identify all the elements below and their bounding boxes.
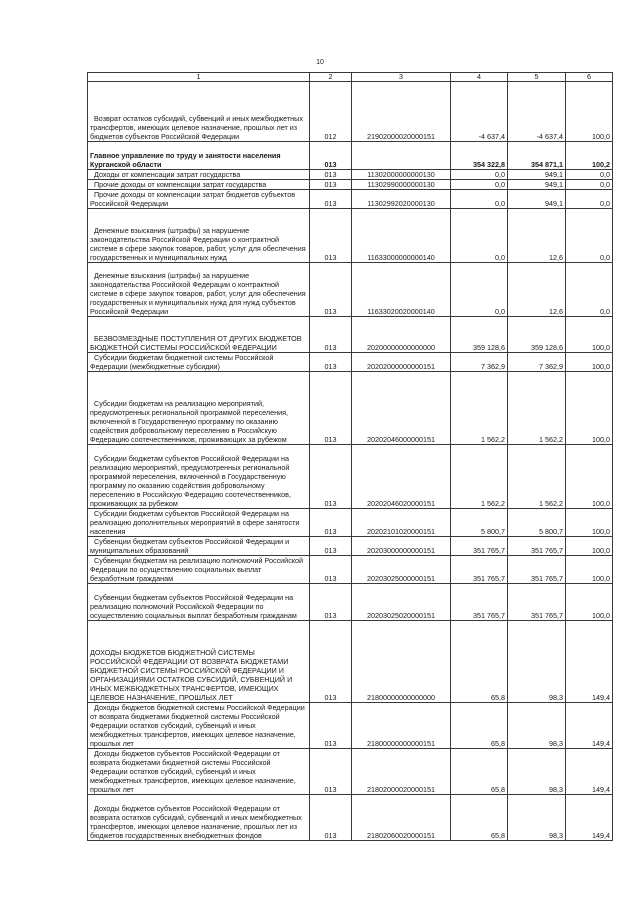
table-row xyxy=(88,82,613,142)
budget-classification-code-cell: 20200000000000000 xyxy=(352,317,451,353)
revenue-name-cell: Доходы бюджетов субъектов Российской Федерации от возврата бюджетами бюджетной системы Российской Федерации остатков субсидий, субвенций и иных межбюджетных трансфертов, имеющих целевое назначение, прошлых лет xyxy=(88,749,310,795)
budget-classification-code-cell: 21800000000000000 xyxy=(352,621,451,703)
execution-percent-cell: 0,0 xyxy=(566,180,613,190)
planned-amount-cell: 65,8 xyxy=(451,703,508,749)
revenue-name-cell: Субсидии бюджетам субъектов Российской Федерации на реализацию мероприятий, предусмотренных региональной программой переселения, включенной в Государственную программу по оказанию содействия добровольному переселению в Российскую Федерацию соотечественников, проживающих за рубежом xyxy=(88,445,310,509)
planned-amount-cell: 351 765,7 xyxy=(451,537,508,556)
admin-code-cell: 013 xyxy=(310,509,352,537)
actual-amount-cell: 12,6 xyxy=(508,263,566,317)
table-row xyxy=(88,372,613,445)
table-header-row xyxy=(88,73,613,82)
admin-code-cell: 013 xyxy=(310,584,352,621)
actual-amount-cell: 98,3 xyxy=(508,621,566,703)
table-row xyxy=(88,180,613,190)
admin-code-cell: 013 xyxy=(310,372,352,445)
execution-percent-cell: 100,0 xyxy=(566,372,613,445)
revenue-name-cell: Субсидии бюджетам бюджетной системы Российской Федерации (межбюджетные субсидии) xyxy=(88,353,310,372)
budget-classification-code-cell: 11302990000000130 xyxy=(352,180,451,190)
budget-classification-code-cell: 21802060020000151 xyxy=(352,795,451,841)
budget-classification-code-cell: 20202046000000151 xyxy=(352,372,451,445)
budget-classification-code-cell: 20202000000000151 xyxy=(352,353,451,372)
admin-code-cell: 013 xyxy=(310,537,352,556)
actual-amount-cell: 354 871,1 xyxy=(508,142,566,170)
execution-percent-cell: 149,4 xyxy=(566,621,613,703)
table-row xyxy=(88,209,613,263)
actual-amount-cell: 12,6 xyxy=(508,209,566,263)
actual-amount-cell: -4 637,4 xyxy=(508,82,566,142)
column-header: 3 xyxy=(352,73,451,82)
revenue-name-cell: Субсидии бюджетам субъектов Российской Федерации на реализацию дополнительных мероприятий в сфере занятости населения xyxy=(88,509,310,537)
actual-amount-cell: 351 765,7 xyxy=(508,556,566,584)
actual-amount-cell: 351 765,7 xyxy=(508,584,566,621)
column-header: 1 xyxy=(88,73,310,82)
column-header: 2 xyxy=(310,73,352,82)
admin-code-cell: 013 xyxy=(310,317,352,353)
table-row xyxy=(88,142,613,170)
admin-code-cell: 013 xyxy=(310,142,352,170)
revenue-name-cell: Прочие доходы от компенсации затрат государства xyxy=(88,180,310,190)
budget-revenue-table xyxy=(87,72,613,841)
revenue-name-cell: Возврат остатков субсидий, субвенций и иных межбюджетных трансфертов, имеющих целевое назначение, прошлых лет из бюджетов субъектов Российской Федерации xyxy=(88,82,310,142)
planned-amount-cell: 5 800,7 xyxy=(451,509,508,537)
planned-amount-cell: 0,0 xyxy=(451,180,508,190)
execution-percent-cell: 0,0 xyxy=(566,209,613,263)
actual-amount-cell: 7 362,9 xyxy=(508,353,566,372)
execution-percent-cell: 100,0 xyxy=(566,317,613,353)
actual-amount-cell: 98,3 xyxy=(508,703,566,749)
revenue-name-cell: БЕЗВОЗМЕЗДНЫЕ ПОСТУПЛЕНИЯ ОТ ДРУГИХ БЮДЖЕТОВ БЮДЖЕТНОЙ СИСТЕМЫ РОССИЙСКОЙ ФЕДЕРАЦИИ xyxy=(88,317,310,353)
planned-amount-cell: 65,8 xyxy=(451,621,508,703)
actual-amount-cell: 98,3 xyxy=(508,749,566,795)
revenue-name-cell: Доходы от компенсации затрат государства xyxy=(88,170,310,180)
actual-amount-cell: 98,3 xyxy=(508,795,566,841)
budget-classification-code-cell: 11302992020000130 xyxy=(352,190,451,209)
admin-code-cell: 013 xyxy=(310,180,352,190)
admin-code-cell: 013 xyxy=(310,190,352,209)
table-row xyxy=(88,703,613,749)
page-number: 10 xyxy=(316,59,324,66)
budget-classification-code-cell: 21902000020000151 xyxy=(352,82,451,142)
revenue-name-cell: Денежные взыскания (штрафы) за нарушение законодательства Российской Федерации о контрактной системе в сфере закупок товаров, работ, услуг для обеспечения государственных и муниципальных нужд для нужд субъектов Российской Федерации xyxy=(88,263,310,317)
budget-classification-code-cell: 11633020020000140 xyxy=(352,263,451,317)
planned-amount-cell: 0,0 xyxy=(451,170,508,180)
planned-amount-cell: 351 765,7 xyxy=(451,584,508,621)
admin-code-cell: 013 xyxy=(310,170,352,180)
revenue-name-cell: Субвенции бюджетам субъектов Российской Федерации на реализацию полномочий Российской Федерации по осуществлению социальных выплат безработным гражданам xyxy=(88,584,310,621)
admin-code-cell: 012 xyxy=(310,82,352,142)
actual-amount-cell: 5 800,7 xyxy=(508,509,566,537)
admin-code-cell: 013 xyxy=(310,621,352,703)
planned-amount-cell: 0,0 xyxy=(451,263,508,317)
admin-code-cell: 013 xyxy=(310,445,352,509)
execution-percent-cell: 0,0 xyxy=(566,190,613,209)
table-row xyxy=(88,749,613,795)
admin-code-cell: 013 xyxy=(310,209,352,263)
actual-amount-cell: 351 765,7 xyxy=(508,537,566,556)
execution-percent-cell: 149,4 xyxy=(566,795,613,841)
actual-amount-cell: 359 128,6 xyxy=(508,317,566,353)
planned-amount-cell: 0,0 xyxy=(451,209,508,263)
execution-percent-cell: 100,2 xyxy=(566,142,613,170)
table-row xyxy=(88,509,613,537)
table-row xyxy=(88,445,613,509)
column-header: 6 xyxy=(566,73,613,82)
budget-classification-code-cell: 20202046020000151 xyxy=(352,445,451,509)
execution-percent-cell: 149,4 xyxy=(566,749,613,795)
execution-percent-cell: 100,0 xyxy=(566,509,613,537)
actual-amount-cell: 1 562,2 xyxy=(508,445,566,509)
execution-percent-cell: 100,0 xyxy=(566,82,613,142)
table-row xyxy=(88,621,613,703)
admin-code-cell: 013 xyxy=(310,353,352,372)
budget-classification-code-cell: 20203000000000151 xyxy=(352,537,451,556)
revenue-name-cell: Субвенции бюджетам на реализацию полномочий Российской Федерации по осуществлению социальных выплат безработным гражданам xyxy=(88,556,310,584)
revenue-name-cell: Субсидии бюджетам на реализацию мероприятий, предусмотренных региональной программой переселения, включенной в Государственную программу по оказанию содействия добровольному переселению в Российскую Федерацию соотечественников, проживающих за рубежом xyxy=(88,372,310,445)
revenue-name-cell: Доходы бюджетов субъектов Российской Федерации от возврата остатков субсидий, субвенций и иных межбюджетных трансфертов, имеющих целевое назначение, прошлых лет из бюджетов государственных внебюджетных фондов xyxy=(88,795,310,841)
execution-percent-cell: 100,0 xyxy=(566,584,613,621)
table-row xyxy=(88,556,613,584)
planned-amount-cell: 1 562,2 xyxy=(451,445,508,509)
budget-classification-code-cell: 21802000020000151 xyxy=(352,749,451,795)
actual-amount-cell: 1 562,2 xyxy=(508,372,566,445)
planned-amount-cell: 1 562,2 xyxy=(451,372,508,445)
planned-amount-cell: 354 322,8 xyxy=(451,142,508,170)
table-row xyxy=(88,263,613,317)
execution-percent-cell: 100,0 xyxy=(566,556,613,584)
revenue-name-cell: Прочие доходы от компенсации затрат бюджетов субъектов Российской Федерации xyxy=(88,190,310,209)
planned-amount-cell: 65,8 xyxy=(451,749,508,795)
actual-amount-cell: 949,1 xyxy=(508,170,566,180)
budget-classification-code-cell: 20203025020000151 xyxy=(352,584,451,621)
planned-amount-cell: 0,0 xyxy=(451,190,508,209)
budget-classification-code-cell xyxy=(352,142,451,170)
revenue-name-cell: ДОХОДЫ БЮДЖЕТОВ БЮДЖЕТНОЙ СИСТЕМЫ РОССИЙСКОЙ ФЕДЕРАЦИИ ОТ ВОЗВРАТА БЮДЖЕТАМИ БЮДЖЕТНОЙ СИСТЕМЫ РОССИЙСКОЙ ФЕДЕРАЦИИ И ОРГАНИЗАЦИЯМИ ОСТАТКОВ СУБСИДИЙ, СУБВЕНЦИЙ И ИНЫХ МЕЖБЮДЖЕТНЫХ ТРАНСФЕРТОВ, ИМЕЮЩИХ ЦЕЛЕВОЕ НАЗНАЧЕНИЕ, ПРОШЛЫХ ЛЕТ xyxy=(88,621,310,703)
execution-percent-cell: 100,0 xyxy=(566,445,613,509)
execution-percent-cell: 100,0 xyxy=(566,537,613,556)
table-row xyxy=(88,537,613,556)
table-row xyxy=(88,170,613,180)
table-row xyxy=(88,353,613,372)
planned-amount-cell: -4 637,4 xyxy=(451,82,508,142)
admin-code-cell: 013 xyxy=(310,703,352,749)
table-row xyxy=(88,584,613,621)
budget-classification-code-cell: 11633000000000140 xyxy=(352,209,451,263)
budget-classification-code-cell: 20202101020000151 xyxy=(352,509,451,537)
budget-classification-code-cell: 21800000000000151 xyxy=(352,703,451,749)
execution-percent-cell: 149,4 xyxy=(566,703,613,749)
planned-amount-cell: 65,8 xyxy=(451,795,508,841)
revenue-name-cell: Главное управление по труду и занятости населения Курганской области xyxy=(88,142,310,170)
actual-amount-cell: 949,1 xyxy=(508,180,566,190)
revenue-name-cell: Субвенции бюджетам субъектов Российской Федерации и муниципальных образований xyxy=(88,537,310,556)
table-row xyxy=(88,190,613,209)
table-row xyxy=(88,317,613,353)
budget-classification-code-cell: 20203025000000151 xyxy=(352,556,451,584)
planned-amount-cell: 7 362,9 xyxy=(451,353,508,372)
execution-percent-cell: 0,0 xyxy=(566,263,613,317)
planned-amount-cell: 351 765,7 xyxy=(451,556,508,584)
admin-code-cell: 013 xyxy=(310,795,352,841)
column-header: 4 xyxy=(451,73,508,82)
execution-percent-cell: 0,0 xyxy=(566,170,613,180)
column-header: 5 xyxy=(508,73,566,82)
execution-percent-cell: 100,0 xyxy=(566,353,613,372)
table-row xyxy=(88,795,613,841)
admin-code-cell: 013 xyxy=(310,749,352,795)
admin-code-cell: 013 xyxy=(310,263,352,317)
revenue-name-cell: Доходы бюджетов бюджетной системы Российской Федерации от возврата бюджетами бюджетной системы Российской Федерации остатков субсидий, субвенций и иных межбюджетных трансфертов, имеющих целевое назначение, прошлых лет xyxy=(88,703,310,749)
budget-classification-code-cell: 11302000000000130 xyxy=(352,170,451,180)
revenue-name-cell: Денежные взыскания (штрафы) за нарушение законодательства Российской Федерации о контрактной системе в сфере закупок товаров, работ, услуг для обеспечения государственных и муниципальных нужд xyxy=(88,209,310,263)
planned-amount-cell: 359 128,6 xyxy=(451,317,508,353)
admin-code-cell: 013 xyxy=(310,556,352,584)
actual-amount-cell: 949,1 xyxy=(508,190,566,209)
